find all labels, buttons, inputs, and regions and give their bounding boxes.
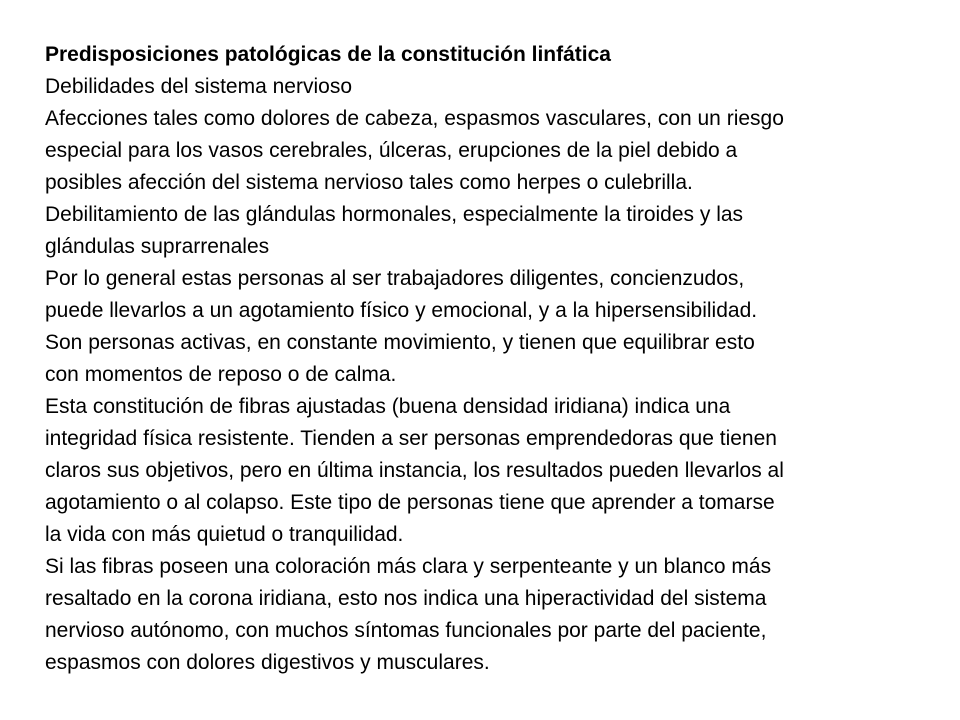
text-line: Por lo general estas personas al ser trabajadores diligentes, concienzudos, bbox=[45, 267, 745, 290]
paragraph bbox=[45, 263, 925, 391]
text-line: Si las fibras poseen una coloración más clara y serpenteante y un blanco más bbox=[45, 555, 772, 578]
text-line: especial para los vasos cerebrales, úlceras, erupciones de la piel debido a bbox=[45, 139, 738, 162]
text-line: Debilitamiento de las glándulas hormonales, especialmente la tiroides y las bbox=[45, 203, 744, 226]
paragraph bbox=[45, 551, 925, 679]
text-line: Afecciones tales como dolores de cabeza, espasmos vasculares, con un riesgo bbox=[45, 107, 784, 130]
slide-title: Predisposiciones patológicas de la constitución linfática bbox=[45, 43, 611, 66]
text-line: con momentos de reposo o de calma. bbox=[45, 363, 397, 386]
text-line: puede llevarlos a un agotamiento físico y emocional, y a la hipersensibilidad. bbox=[45, 299, 758, 322]
paragraph bbox=[45, 199, 925, 263]
text-line: glándulas suprarrenales bbox=[45, 235, 270, 258]
text-line: integridad física resistente. Tienden a ser personas emprendedoras que tienen bbox=[45, 427, 777, 450]
text-line: posibles afección del sistema nervioso tales como herpes o culebrilla. bbox=[45, 171, 693, 194]
text-line: Son personas activas, en constante movimiento, y tienen que equilibrar esto bbox=[45, 331, 755, 354]
text-line: claros sus objetivos, pero en última instancia, los resultados pueden llevarlos al bbox=[45, 459, 784, 482]
text-line: espasmos con dolores digestivos y musculares. bbox=[45, 651, 490, 674]
slide-subtitle: Debilidades del sistema nervioso bbox=[45, 75, 352, 98]
text-line: la vida con más quietud o tranquilidad. bbox=[45, 523, 404, 546]
text-line: Esta constitución de fibras ajustadas (buena densidad iridiana) indica una bbox=[45, 395, 731, 418]
paragraph bbox=[45, 103, 925, 199]
text-line: agotamiento o al colapso. Este tipo de personas tiene que aprender a tomarse bbox=[45, 491, 775, 514]
text-line: nervioso autónomo, con muchos síntomas funcionales por parte del paciente, bbox=[45, 619, 767, 642]
paragraph bbox=[45, 391, 925, 551]
slide-content bbox=[45, 39, 925, 679]
body-text bbox=[45, 103, 925, 679]
text-line: resaltado en la corona iridiana, esto nos indica una hiperactividad del sistema bbox=[45, 587, 767, 610]
